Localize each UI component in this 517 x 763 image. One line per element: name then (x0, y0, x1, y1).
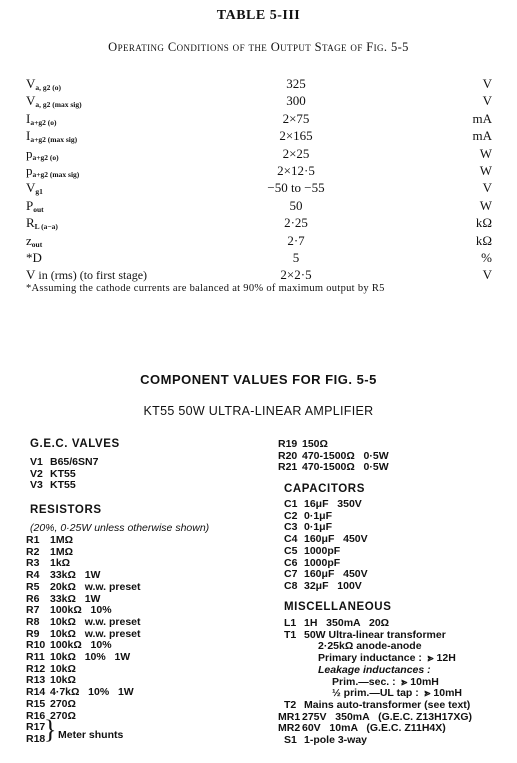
resistor-item (26, 616, 141, 628)
row-symbol (26, 266, 147, 284)
symbol-subscript: a, g2 (o) (35, 83, 62, 92)
component-value: 60V 10mA (G.E.C. Z11H4X) (302, 722, 446, 735)
resistor-item (26, 593, 100, 605)
component-value: 1000pF (304, 556, 341, 569)
misc-heading: MISCELLANEOUS (284, 601, 392, 613)
component-value: 10kΩ w.w. preset (50, 627, 141, 640)
component-value: 1MΩ (50, 534, 74, 546)
component-ref: V2 (30, 467, 43, 480)
resistors-heading: RESISTORS (30, 504, 102, 516)
component-value: Primary inductance : ⪢ 12H (318, 652, 456, 665)
component-value: 150Ω (302, 438, 328, 450)
resistor-item (26, 651, 130, 663)
component-ref: R8 (26, 615, 40, 628)
symbol-letter: V (26, 180, 36, 196)
component-value: 16μF 350V (304, 498, 362, 510)
component-value: 32μF 100V (304, 579, 362, 592)
table-row (26, 214, 492, 232)
misc-item (278, 711, 472, 723)
component-value: 100kΩ 10% (50, 604, 112, 617)
misc-item (284, 652, 456, 664)
component-value: 50W Ultra-linear transformer (304, 628, 446, 641)
component-value: 33kΩ 1W (50, 569, 101, 582)
meter-shunts-label: Meter shunts (58, 729, 124, 741)
row-unit: % (481, 250, 492, 265)
symbol-letter: V (26, 93, 36, 109)
component-ref: R2 (26, 545, 40, 558)
component-ref: R20 (278, 449, 298, 462)
table-row (26, 197, 492, 215)
table-row (26, 249, 492, 267)
valves-heading: G.E.C. VALVES (30, 438, 120, 450)
component-value: 10kΩ 10% 1W (50, 651, 131, 663)
component-value: 160μF 450V (304, 568, 368, 581)
resistor-item (26, 663, 76, 675)
row-unit: kΩ (475, 215, 492, 231)
capacitor-item (284, 533, 368, 545)
component-value: 1H 350mA 20Ω (304, 617, 390, 629)
symbol-letter: z (26, 232, 32, 248)
component-ref: C8 (284, 579, 298, 592)
row-value: 325 (286, 76, 306, 91)
row-unit: mA (472, 110, 492, 126)
component-ref: R10 (26, 639, 46, 652)
symbol-subscript: a+g2 (max sig) (32, 170, 80, 179)
misc-item (284, 629, 446, 641)
component-value: 10kΩ w.w. preset (50, 615, 141, 628)
component-value: 470-1500Ω 0·5W (302, 449, 389, 462)
table-row (26, 162, 492, 180)
component-value: 160μF 450V (304, 533, 368, 546)
row-unit: V (482, 93, 492, 109)
resistor-item (26, 639, 112, 651)
row-value: 2×25 (282, 145, 310, 161)
component-value: 1000pF (304, 544, 341, 557)
table-row (26, 92, 492, 110)
component-ref: S1 (284, 734, 297, 746)
row-unit: V (482, 76, 492, 91)
capacitor-item (284, 580, 362, 592)
symbol-letter: I (26, 128, 31, 144)
row-unit: V (482, 180, 492, 196)
component-ref: C1 (284, 498, 298, 510)
resistor-item (278, 461, 389, 473)
row-value: 2×75 (282, 110, 310, 126)
misc-item (284, 687, 462, 699)
capacitor-item (284, 498, 362, 510)
resistor-item (26, 569, 100, 581)
component-value: Leakage inductances : (318, 663, 431, 676)
component-ref: R21 (278, 461, 298, 474)
component-value: Prim.—sec. : ⪢ 10mH (332, 675, 439, 688)
component-ref: L1 (284, 617, 297, 629)
resistor-item (26, 546, 73, 558)
component-ref: R19 (278, 438, 298, 450)
row-value: −50 to −55 (267, 180, 325, 196)
component-ref: R6 (26, 592, 40, 605)
symbol-subscript: a, g2 (max sig) (35, 100, 82, 110)
resistor-item (26, 686, 134, 698)
component-value: ½ prim.—UL tap : ⪢ 10mH (332, 687, 463, 700)
component-ref: R13 (26, 674, 46, 687)
component-ref: T2 (284, 698, 297, 711)
component-value: 20kΩ w.w. preset (50, 580, 141, 593)
component-ref: R16 (26, 709, 46, 722)
row-symbol (26, 249, 42, 267)
resistor-item (26, 604, 112, 616)
component-value: 1kΩ (50, 557, 71, 570)
component-ref: R14 (26, 686, 46, 699)
table-footnote: *Assuming the cathode currents are balanced at 90% of maximum output by R5 (26, 283, 385, 294)
component-ref: R5 (26, 580, 40, 593)
resistors-note: (20%, 0·25W unless otherwise shown) (30, 522, 210, 534)
symbol-subscript: a+g2 (o) (32, 152, 59, 162)
component-value: 2·25kΩ anode-anode (318, 640, 422, 653)
table-subtitle: Operating Conditions of the Output Stage of Fig. 5-5 (108, 40, 409, 54)
component-ref: C7 (284, 568, 298, 581)
component-ref: R3 (26, 557, 40, 570)
misc-item (284, 734, 367, 746)
components-title: COMPONENT VALUES FOR FIG. 5-5 (140, 372, 377, 387)
resistor-item (26, 581, 141, 593)
capacitor-item (284, 557, 340, 569)
row-unit: W (479, 163, 492, 178)
resistor-item (26, 674, 76, 686)
symbol-letter: p (26, 163, 33, 178)
component-ref: V1 (30, 456, 43, 468)
symbol-letter: V (26, 267, 36, 283)
table-row (26, 145, 492, 163)
capacitor-item (284, 568, 368, 580)
component-ref: MR2 (278, 722, 301, 735)
resistor-item (26, 534, 73, 546)
component-value: 470-1500Ω 0·5W (302, 461, 389, 474)
component-ref: R9 (26, 627, 40, 640)
misc-item (284, 617, 389, 629)
component-ref: V3 (30, 479, 43, 492)
component-ref: R4 (26, 569, 40, 582)
component-ref: R15 (26, 697, 46, 710)
symbol-letter: *D (26, 250, 42, 265)
row-value: 2×12·5 (277, 163, 315, 178)
component-ref: C3 (284, 521, 298, 534)
capacitor-item (284, 521, 332, 533)
valve-item (30, 456, 98, 468)
row-unit: V (482, 267, 492, 283)
component-value: 10kΩ (50, 662, 76, 675)
misc-item (284, 699, 470, 711)
table-row (26, 75, 492, 93)
component-ref: R1 (26, 534, 40, 546)
symbol-subscript: out (33, 204, 44, 214)
resistor-item (26, 628, 141, 640)
symbol-subscript: a+g2 (o) (30, 117, 57, 127)
component-value: 0·1μF (304, 521, 333, 534)
capacitors-heading: CAPACITORS (284, 483, 365, 495)
component-value: 1-pole 3-way (304, 734, 368, 746)
component-ref: R7 (26, 604, 40, 617)
component-value: 33kΩ 1W (50, 592, 101, 605)
component-ref: T1 (284, 628, 297, 641)
row-unit: W (479, 197, 492, 213)
misc-item (278, 722, 446, 734)
symbol-subscript: g1 (35, 187, 43, 197)
resistor-item (26, 557, 70, 569)
symbol-subscript: a+g2 (max sig) (30, 135, 78, 145)
row-unit: W (479, 145, 492, 161)
component-ref: R12 (26, 662, 46, 675)
component-value: 0·1μF (304, 509, 333, 522)
component-ref: C6 (284, 556, 298, 569)
row-value: 2·25 (284, 215, 308, 231)
valve-item (30, 479, 76, 491)
capacitor-item (284, 545, 340, 557)
symbol-subscript: L (a−a) (34, 222, 58, 232)
component-value: KT55 (50, 467, 76, 480)
component-value: B65/6SN7 (50, 456, 99, 468)
row-value: 50 (289, 197, 303, 213)
table-row (26, 179, 492, 197)
component-value: 100kΩ 10% (50, 639, 112, 652)
misc-item (284, 640, 422, 652)
resistor-item (278, 450, 389, 462)
table-row (26, 266, 492, 284)
component-ref: R18 (26, 732, 46, 745)
row-value: 2×2·5 (280, 267, 312, 283)
capacitor-item (284, 510, 332, 522)
row-unit: mA (472, 128, 492, 144)
row-value: 2×165 (279, 128, 313, 144)
component-value: 4·7kΩ 10% 1W (50, 686, 134, 699)
row-value: 5 (292, 250, 300, 265)
component-ref: C5 (284, 544, 298, 557)
row-unit: kΩ (475, 232, 492, 248)
table-row (26, 232, 492, 250)
component-value: 270Ω (50, 709, 76, 722)
symbol-subscript: out (31, 239, 43, 249)
component-value: 275V 350mA (G.E.C. Z13H17XG) (302, 710, 473, 723)
resistor-item (278, 438, 328, 450)
symbol-letter: P (26, 197, 34, 213)
component-value: 10kΩ (50, 674, 76, 687)
table-row (26, 127, 492, 145)
component-ref: R11 (26, 651, 45, 663)
resistor-item (26, 698, 76, 710)
component-ref: C2 (284, 509, 298, 522)
component-ref: R17 (26, 721, 46, 734)
symbol-letter: I (26, 110, 31, 126)
table-title: TABLE 5-III (216, 8, 301, 23)
misc-item (284, 664, 431, 676)
component-value: Mains auto-transformer (see text) (304, 698, 471, 711)
row-value: 300 (286, 93, 306, 109)
symbol-letter: p (26, 145, 33, 161)
table-row (26, 110, 492, 128)
component-ref: MR1 (278, 710, 301, 723)
symbol-letter: V (26, 76, 36, 91)
component-value: 1MΩ (50, 545, 74, 558)
symbol-letter: R (26, 215, 35, 231)
component-value: KT55 (50, 479, 76, 492)
component-ref: C4 (284, 533, 298, 546)
symbol-subscript: in (rms) (to first stage) (35, 268, 148, 283)
row-value: 2·7 (287, 232, 305, 248)
component-value: 270Ω (50, 697, 76, 710)
misc-item (284, 676, 439, 688)
valve-item (30, 468, 76, 480)
components-subtitle: KT55 50W ULTRA-LINEAR AMPLIFIER (143, 404, 374, 418)
meter-shunts-brace: } (44, 715, 57, 744)
